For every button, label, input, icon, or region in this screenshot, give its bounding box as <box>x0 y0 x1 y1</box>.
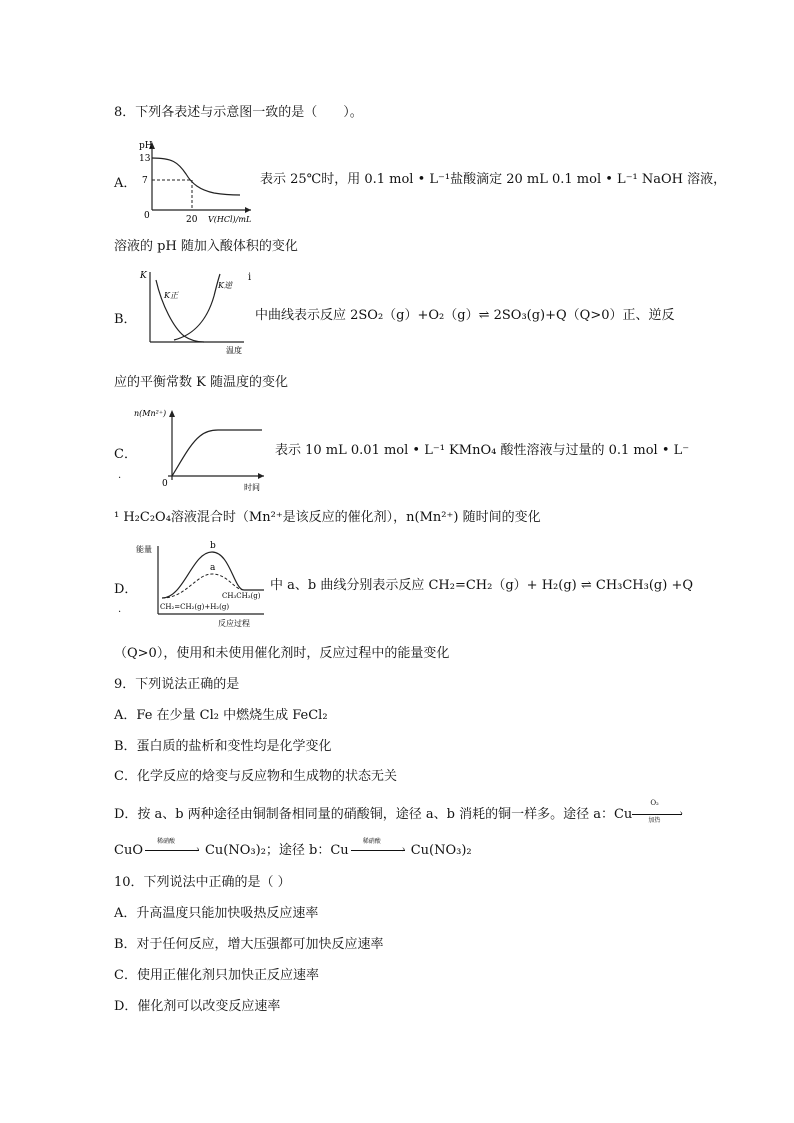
q8-option-a-desc: 表示 25℃时，用 0.1 mol • L⁻¹盐酸滴定 20 mL 0.1 mol • L⁻¹ NaOH 溶液， <box>260 172 727 187</box>
q10-stem: 10．下列说法中正确的是（ ） <box>114 875 291 890</box>
titration-curve-figure <box>136 138 256 224</box>
energy-product-label: CH₃CH₃(g) <box>222 592 261 600</box>
q8-option-d-cont: （Q>0），使用和未使用催化剂时，反应过程中的能量变化 <box>114 646 450 661</box>
arrow-b1-label: 稀硝酸 <box>156 837 175 845</box>
q8-option-c-label: C． <box>114 447 137 462</box>
q9-stem: 9．下列说法正确的是 <box>114 677 240 692</box>
titration-x-label: V(HCl)/mL <box>208 215 252 224</box>
reaction-arrow-a: O₂ › 加热 <box>632 808 688 822</box>
energy-x-label: 反应过程 <box>218 619 250 628</box>
k-reverse-curve-label: K逆 <box>218 281 232 290</box>
q8-option-c-cont: ¹ H₂C₂O₄溶液混合时（Mn²⁺是该反应的催化剂），n(Mn²⁺) 随时间的变化 <box>114 510 541 525</box>
energy-reactant-label: CH₂=CH₂(g)+H₂(g) <box>160 603 230 611</box>
q10-option-a: A．升高温度只能加快吸热反应速率 <box>114 906 319 921</box>
q9-d-text2: Cu(NO₃)₂；途径 b：Cu <box>204 843 349 858</box>
q9-option-b: B．蛋白质的盐析和变性均是化学变化 <box>114 739 332 754</box>
titration-y-tick-7: 7 <box>142 176 148 186</box>
titration-x-tick-20: 20 <box>186 215 198 224</box>
arrow-a-bottom-label: 加热 <box>648 816 661 824</box>
equilibrium-constant-figure <box>134 266 252 356</box>
q8-stem: 8．下列各表述与示意图一致的是（ ）。 <box>114 105 363 120</box>
q9-d-text3: Cu(NO₃)₂ <box>410 843 472 858</box>
k-x-label: 温度 <box>226 346 242 355</box>
q8-c-dot: . <box>118 470 122 481</box>
arrow-b2-label: 稀硝酸 <box>362 837 381 845</box>
q8-b-mark: i <box>248 272 252 283</box>
q8-option-b-cont: 应的平衡常数 K 随温度的变化 <box>114 375 288 390</box>
q9-option-c: C．化学反应的焓变与反应物和生成物的状态无关 <box>114 769 397 784</box>
reaction-arrow-b2: 稀硝酸 › <box>349 844 411 858</box>
q8-option-b-desc: 中曲线表示反应 2SO₂（g）+O₂（g）⇌ 2SO₃(g)+Q（Q>0）正、逆反 <box>255 308 675 323</box>
mn-origin: 0 <box>162 479 168 489</box>
titration-y-label: pH <box>139 141 153 151</box>
q10-option-d: D．催化剂可以改变反应速率 <box>114 999 281 1014</box>
q10-option-c: C．使用正催化剂只加快正反应速率 <box>114 968 319 983</box>
reaction-arrow-b1: 稀硝酸 › <box>143 844 205 858</box>
mn-y-label: n(Mn²⁺) <box>134 409 167 418</box>
q8-option-c-desc: 表示 10 mL 0.01 mol • L⁻¹ KMnO₄ 酸性溶液与过量的 0.1 mol • L⁻ <box>275 443 690 458</box>
q8-option-d-label: D． <box>114 582 138 597</box>
k-y-label: K <box>140 271 147 281</box>
q8-option-d-desc: 中 a、b 曲线分别表示反应 CH₂=CH₂（g）+ H₂(g) ⇌ CH₃CH₃(g) +Q <box>270 578 694 593</box>
arrow-a-top-label: O₂ <box>650 798 659 807</box>
manganese-ion-figure <box>128 404 273 494</box>
q8-option-b-label: B． <box>114 312 137 327</box>
q8-d-dot: . <box>118 604 122 615</box>
energy-curve-b-label: b <box>210 541 216 551</box>
q9-option-d-line1 <box>114 798 688 824</box>
q9-option-d-line2 <box>114 837 472 860</box>
energy-curve-a-label: a <box>210 563 216 573</box>
q8-option-a-label: A． <box>114 176 137 191</box>
k-forward-curve-label: K正 <box>164 291 178 300</box>
q8-option-a-cont: 溶液的 pH 随加入酸体积的变化 <box>114 239 298 254</box>
mn-x-label: 时间 <box>244 483 260 492</box>
energy-y-label: 能量 <box>136 545 152 554</box>
titration-y-tick-13: 13 <box>139 154 151 164</box>
q9-option-a: A．Fe 在少量 Cl₂ 中燃烧生成 FeCl₂ <box>114 708 328 723</box>
q9-d-cuo: CuO <box>114 843 143 858</box>
titration-origin: 0 <box>144 211 150 221</box>
q10-option-b: B．对于任何反应，增大压强都可加快反应速率 <box>114 937 384 952</box>
q9-d-text1: D．按 a、b 两种途径由铜制备相同量的硝酸铜，途径 a、b 消耗的铜一样多。途径 a：Cu <box>114 807 633 822</box>
energy-profile-figure <box>134 538 270 632</box>
